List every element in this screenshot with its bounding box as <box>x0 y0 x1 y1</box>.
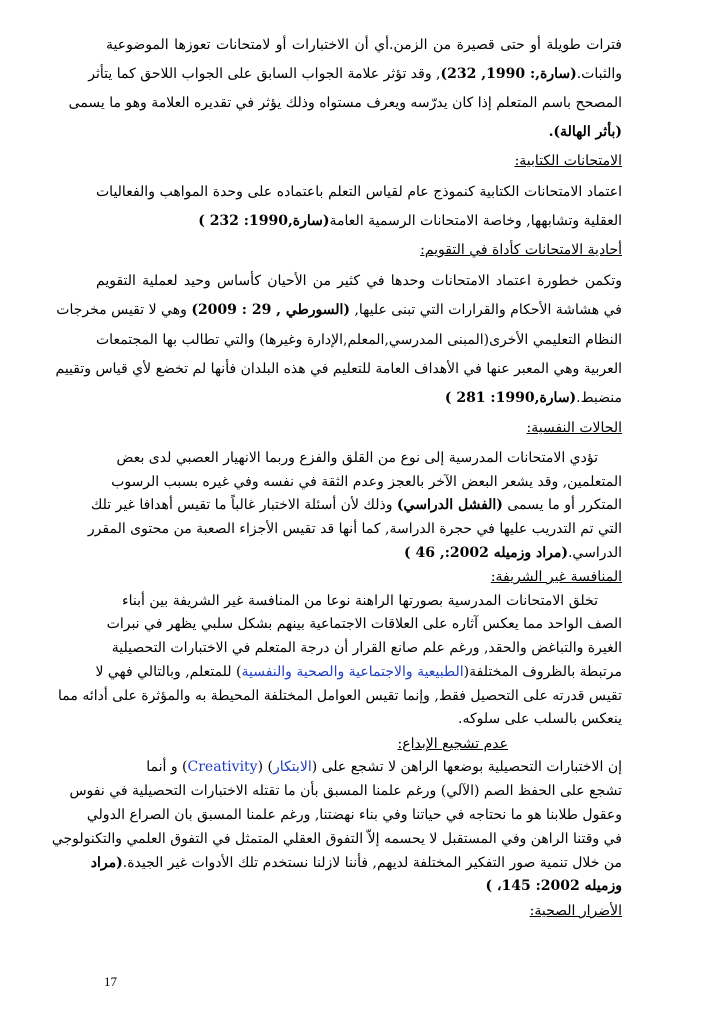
text-line: تؤدي الامتحانات المدرسية إلى نوع من القلق والفزع وربما الانهيار العصبي لدى بعض <box>116 450 598 466</box>
text-line: اعتماد الامتحانات الكتابية كنموذج عام لقياس التعلم باعتماده على وحدة المواهب والفعاليات <box>96 184 622 200</box>
highlighted-term: Creativity <box>187 759 258 775</box>
text-line: (بأثر الهالة). <box>548 124 622 140</box>
text-line: النظام التعليمي الأخرى(المبنى المدرسي,المعلم,الإدارة وغيرها) والتي تطالب بها المجتمعات <box>96 332 622 348</box>
text-line: الدراسي.(مراد وزميله 2002:, 46 ) <box>404 545 622 561</box>
text-line: وعقول طلابنا هو ما نحتاجه في حياتنا وفي بناء نهضتنا, ورغم علمنا المسبق بان الصراع الدولي <box>86 807 622 823</box>
text-line: فترات طويلة أو حتى قصيرة من الزمن.أي أن الاختبارات أو لامتحانات تعوزها الموضوعية <box>106 37 622 53</box>
text-line: العربية وهي المعبر عنها في الأهداف العامة للتعليم في هذه البلدان فأنها لم تخضع لأي قياس وتقييم <box>55 361 622 377</box>
section-heading: أحادية الامتحانات كأداة في التقويم: <box>420 242 622 258</box>
text-line: تقيس قدرته على التحصيل فقط, وإنما تقيس العوامل المختلفة المحيطة به والمؤثرة على أدائه مما <box>58 688 622 704</box>
section-heading: الأضرار الصحية: <box>529 903 622 919</box>
text-line: وزميله 2002: 145، ) <box>485 878 622 894</box>
citation: (مراد <box>90 855 123 871</box>
text-line: وتكمن خطورة اعتماد الامتحانات وحدها في كثير من الأحيان كأساس وحيد لعملية التقويم <box>96 273 622 289</box>
citation: (سارة,1990: 232 ) <box>198 213 330 229</box>
text-line: منضبط.(سارة,1990: 281 ) <box>444 390 622 406</box>
text-line: الغيرة والتباغض والحقد, ورغم علم صانع القرار أن درجة المتعلم في الاختبارات التحصيلية <box>111 640 622 656</box>
text-line: العقلية وتشابهها, وخاصة الامتحانات الرسمية العامة(سارة,1990: 232 ) <box>198 213 622 229</box>
page-number: 17 <box>104 974 117 989</box>
text-line: التي تم التدريب عليها في حجرة الدراسة, كما أنها قد تقيس الأجزاء الصعبة من محتوى المقرر <box>87 521 622 537</box>
citation: (سارة,1990: 281 ) <box>444 390 577 406</box>
citation: (مراد وزميله 2002:, 46 ) <box>404 545 568 561</box>
text-line: والثبات.(سارة,: 1990, 232), وقد تؤثر علامة الجواب السابق على الجواب اللاحق كما يتأثر <box>88 66 622 82</box>
text-line: تخلق الامتحانات المدرسية بصورتها الراهنة نوعا من المنافسة غير الشريفة بين أبناء <box>122 593 598 609</box>
key-term: (الفشل الدراسي) <box>396 497 503 513</box>
text-line: المتعلمين, وقد يشعر البعض الآخر بالعجز وعدم الثقة في نفسه وفي غيره بسبب الرسوب <box>111 474 622 490</box>
text-line: في هشاشة الأحكام والقرارات التي تبنى عليها, (السورطي , 29 : 2009) وهي لا تقيس مخرجات <box>56 302 622 318</box>
citation: (السورطي , 29 : 2009) <box>191 302 351 318</box>
text-line: من خلال تنمية صور التفكير المختلفة لديهم, فأننا لازلنا نستخدم تلك الأدوات غير الجيدة.(مراد <box>90 855 622 871</box>
text-line: ينعكس بالسلب على سلوكه. <box>458 711 622 727</box>
text-line: تشجع على الحفظ الصم (الآلي) ورغم علمنا المسبق بأن ما تقتله الاختبارات التحصيلية في نفوس <box>69 783 622 799</box>
section-heading: عدم تشجيع الإبداع: <box>397 736 508 752</box>
text-line: إن الاختبارات التحصيلية بوضعها الراهن لا تشجع على (الابتكار) (Creativity) و أنما <box>146 759 622 775</box>
section-heading: الحالات النفسية: <box>526 420 622 436</box>
highlighted-term: الابتكار <box>272 759 312 775</box>
text-line: مرتبطة بالظروف المختلفة(الطبيعية والاجتماعية والصحية والنفسية) للمتعلم, وبالتالي فهي لا <box>95 664 622 680</box>
text-line: المصحح باسم المتعلم إذا كان يدرّسه ويعرف مستواه وذلك يؤثر في تقديره العلامة وهو ما يسمى <box>68 95 622 111</box>
text-line: في وقتنا الراهن وفي المستقبل لا يحسمه إلاّ التفوق العقلي المتمثل في التفوق العلمي والتكنولوجي <box>51 831 622 847</box>
section-heading: المنافسة غير الشريفة: <box>490 569 622 585</box>
text-line: المتكرر أو ما يسمى (الفشل الدراسي) وذلك لأن أسئلة الاختبار غالباً ما تقيس أهدافا غير تلك <box>90 497 622 513</box>
section-heading: الامتحانات الكتابية: <box>514 153 622 169</box>
citation: (سارة,: 1990, 232) <box>440 66 577 82</box>
text-line: الصف الواحد مما يعكس آثاره على العلاقات الاجتماعية بينهم بشكل سلبي يظهر في نبرات <box>106 616 622 632</box>
highlighted-terms: الطبيعية والاجتماعية والصحية والنفسية <box>241 664 464 680</box>
